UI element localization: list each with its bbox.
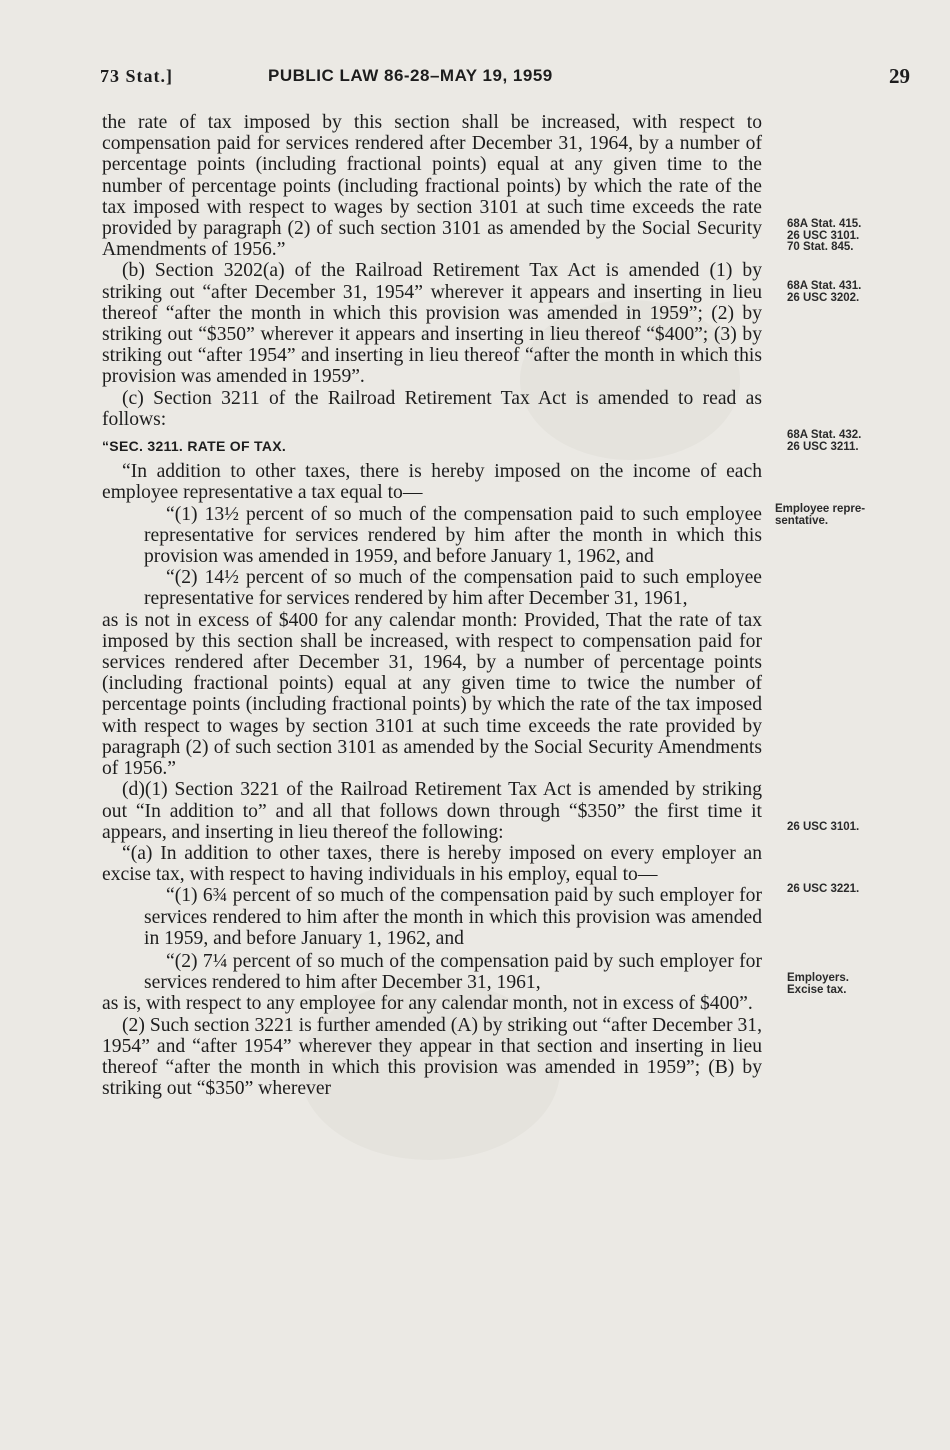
subparagraph: “(1) 13½ percent of so much of the compensation paid to such employee representative for services rendered by him after the month in which this provision was amended in 1959, and before January 1, 1962, and: [144, 503, 762, 568]
margin-citation: 26 USC 3221.: [787, 883, 860, 895]
page-title: PUBLIC LAW 86-28–MAY 19, 1959: [268, 66, 553, 85]
margin-note-employers-excise-tax: Employers. Excise tax.: [787, 972, 849, 996]
paragraph: as is not in excess of $400 for any calendar month: Provided, That the rate of tax imposed by this section shall be increased, with respect to compensation paid for services rendered after December 31, 1964, by a number of percentage points (including fractional points) equal at any given time to twice the number of percentage points (including fractional points) by which the rate of the tax imposed with respect to wages by section 3101 at such time exceeds the rate provided by paragraph (2) of such section 3101 as amended by the Social Security Amendments of 1956.”: [102, 609, 762, 780]
volume-reference: 73 Stat.]: [100, 66, 173, 86]
subparagraph: “(1) 6¾ percent of so much of the compensation paid by such employer for services rendered to him after the month in which this provision was amended in 1959, and before January 1, 1962, and: [144, 885, 762, 949]
paragraph: (d)(1) Section 3221 of the Railroad Retirement Tax Act is amended by striking out “In addition to” and all that follows down through “$350” the first time it appears, and inserting in lieu thereof the following:: [102, 779, 762, 843]
page-header: [100, 66, 910, 92]
page-number: 29: [889, 64, 910, 88]
subparagraph: “(2) 14½ percent of so much of the compensation paid to such employee representative for services rendered by him after December 31, 1961,: [144, 567, 762, 610]
paragraph: (b) Section 3202(a) of the Railroad Retirement Tax Act is amended (1) by striking out “after December 31, 1954” wherever it appears and inserting in lieu thereof “after the month in which this provision was amended in 1959”; (2) by striking out “$350” wherever it appears and inserting in lieu thereof “$400”; (3) by striking out “after 1954” and inserting in lieu thereof “after the month in which this provision was amended in 1959”.: [102, 260, 762, 388]
paragraph: (c) Section 3211 of the Railroad Retirement Tax Act is amended to read as follows:: [102, 387, 762, 430]
subparagraph: “(2) 7¼ percent of so much of the compensation paid by such employer for services rendered to him after December 31, 1961,: [144, 950, 762, 994]
paragraph: as is, with respect to any employee for any calendar month, not in excess of $400”.: [102, 993, 753, 1015]
margin-citation: 68A Stat. 431. 26 USC 3202.: [787, 280, 862, 304]
margin-citation: 68A Stat. 432. 26 USC 3211.: [787, 429, 862, 453]
margin-note-employee-representative: Employee repre- sentative.: [775, 503, 866, 527]
paragraph: (2) Such section 3221 is further amended (A) by striking out “after December 31, 1954” and “after 1954” wherever they appear in that section and inserting in lieu thereof “after the month in which this provision was amended in 1959”; (B) by striking out “$350” wherever: [102, 1014, 762, 1100]
paragraph: “(a) In addition to other taxes, there is hereby imposed on every employer an excise tax, with respect to having individuals in his employ, equal to—: [102, 842, 762, 886]
margin-citation: 26 USC 3101.: [787, 821, 860, 833]
paragraph: the rate of tax imposed by this section shall be increased, with respect to compensation paid for services rendered after December 31, 1964, by a number of percentage points (including fractional points) equal at any given time to the number of percentage points (including fractional points) by which the rate of the tax imposed with respect to wages by section 3101 at such time exceeds the rate provided by paragraph (2) of such section 3101 as amended by the Social Security Amendments of 1956.”: [102, 112, 762, 261]
section-heading: “SEC. 3211. RATE OF TAX.: [102, 438, 287, 455]
paragraph: “In addition to other taxes, there is hereby imposed on the income of each employee representative a tax equal to—: [102, 461, 762, 504]
document-body: [102, 112, 762, 1099]
margin-citation: 68A Stat. 415. 26 USC 3101. 70 Stat. 845.: [787, 218, 862, 253]
